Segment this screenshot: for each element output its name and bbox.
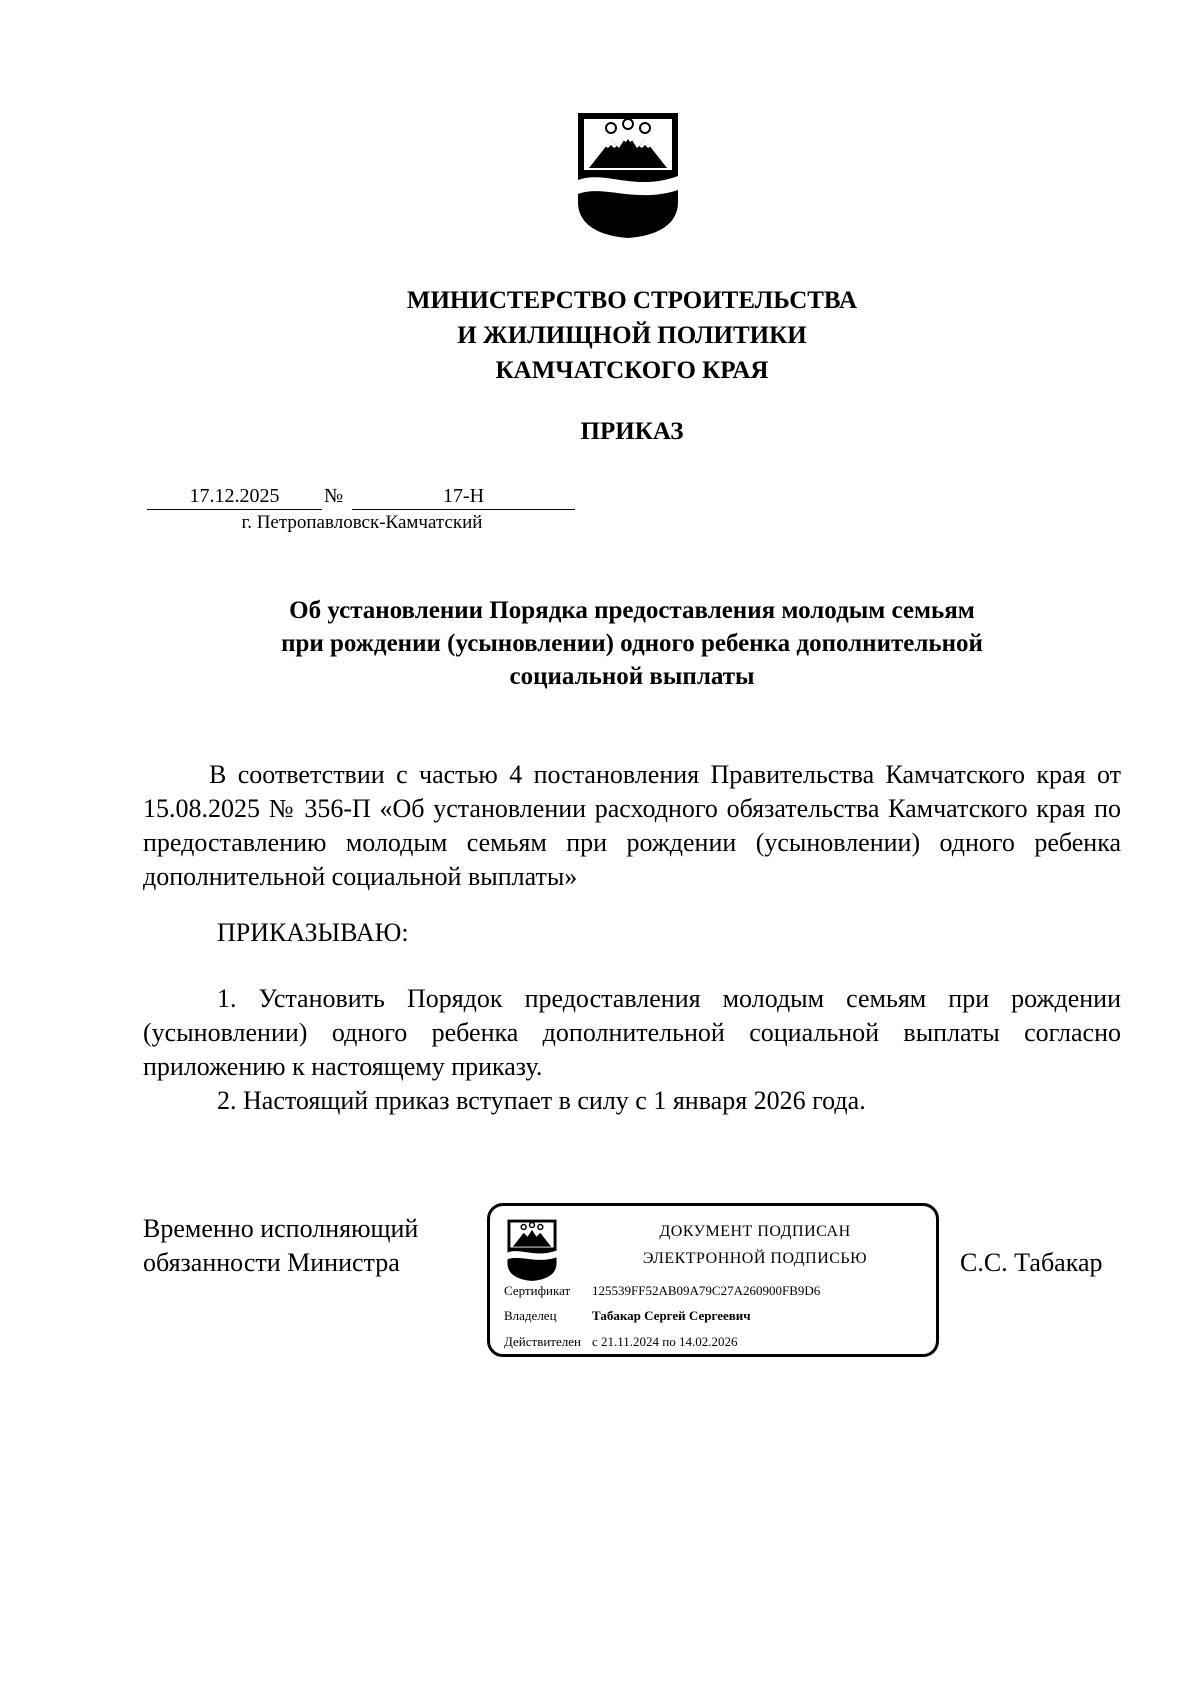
subject-line-2: при рождении (усыновлении) одного ребенка дополнительной xyxy=(281,630,983,657)
date-number-line xyxy=(147,484,577,510)
number-sign: № xyxy=(324,485,344,507)
stamp-validity-row xyxy=(504,1333,738,1351)
order-word: ПРИКАЗЫВАЮ: xyxy=(217,918,409,947)
signer-position-line-1: Временно исполняющий xyxy=(143,1214,419,1243)
preamble-paragraph: В соответствии с частью 4 постановления Правительства Камчатского края от 15.08.2025 № 356-П «Об установлении расходного обязательства Камчатского края по предоставлению молодым семьям при рождении (усыновлении) одного ребенка дополнительной социальной выплаты» xyxy=(143,760,1121,891)
stamp-owner-label: Владелец xyxy=(504,1308,557,1323)
ministry-name-line-1: МИНИСТЕРСТВО СТРОИТЕЛЬСТВА xyxy=(406,287,858,314)
document-number: 17-Н xyxy=(352,484,575,510)
stamp-certificate-row xyxy=(504,1282,820,1300)
stamp-coat-of-arms-icon xyxy=(506,1218,558,1282)
ministry-name-line-2: И ЖИЛИЩНОЙ ПОЛИТИКИ xyxy=(457,322,807,349)
document-date: 17.12.2025 xyxy=(147,484,322,510)
signer-name: С.С. Табакар xyxy=(960,1248,1103,1277)
document-type: ПРИКАЗ xyxy=(580,418,684,445)
signer-position xyxy=(143,1212,418,1280)
stamp-owner-row xyxy=(504,1307,751,1325)
stamp-owner-value: Табакар Сергей Сергеевич xyxy=(592,1308,751,1323)
document-subject xyxy=(0,594,1200,693)
order-item-2: 2. Настоящий приказ вступает в силу с 1 января 2026 года. xyxy=(217,1086,866,1115)
stamp-title-line-1: ДОКУМЕНТ ПОДПИСАН xyxy=(659,1223,851,1240)
electronic-signature-stamp xyxy=(487,1203,939,1357)
signer-position-line-2: обязанности Министра xyxy=(143,1248,400,1277)
stamp-title-line-2: ЭЛЕКТРОННОЙ ПОДПИСЬЮ xyxy=(642,1250,868,1267)
order-item-1: 1. Установить Порядок предоставления молодым семьям при рождении (усыновлении) одного ребенка дополнительной социальной выплаты согласно приложению к настоящему приказу. xyxy=(143,984,1121,1081)
document-city: г. Петропавловск-Камчатский xyxy=(241,512,483,533)
stamp-certificate-label: Сертификат xyxy=(504,1283,571,1298)
subject-line-3: социальной выплаты xyxy=(509,663,755,690)
subject-line-1: Об установлении Порядка предоставления молодым семьям xyxy=(289,597,975,624)
stamp-validity-value: с 21.11.2024 по 14.02.2026 xyxy=(592,1334,738,1349)
ministry-name-line-3: КАМЧАТСКОГО КРАЯ xyxy=(495,357,769,384)
stamp-title xyxy=(590,1218,920,1272)
ministry-name xyxy=(0,283,1200,388)
kamchatka-coat-of-arms-icon xyxy=(575,110,681,240)
stamp-validity-label: Действителен xyxy=(504,1334,581,1349)
stamp-certificate-value: 125539FF52AB09A79C27A260900FB9D6 xyxy=(592,1283,821,1298)
